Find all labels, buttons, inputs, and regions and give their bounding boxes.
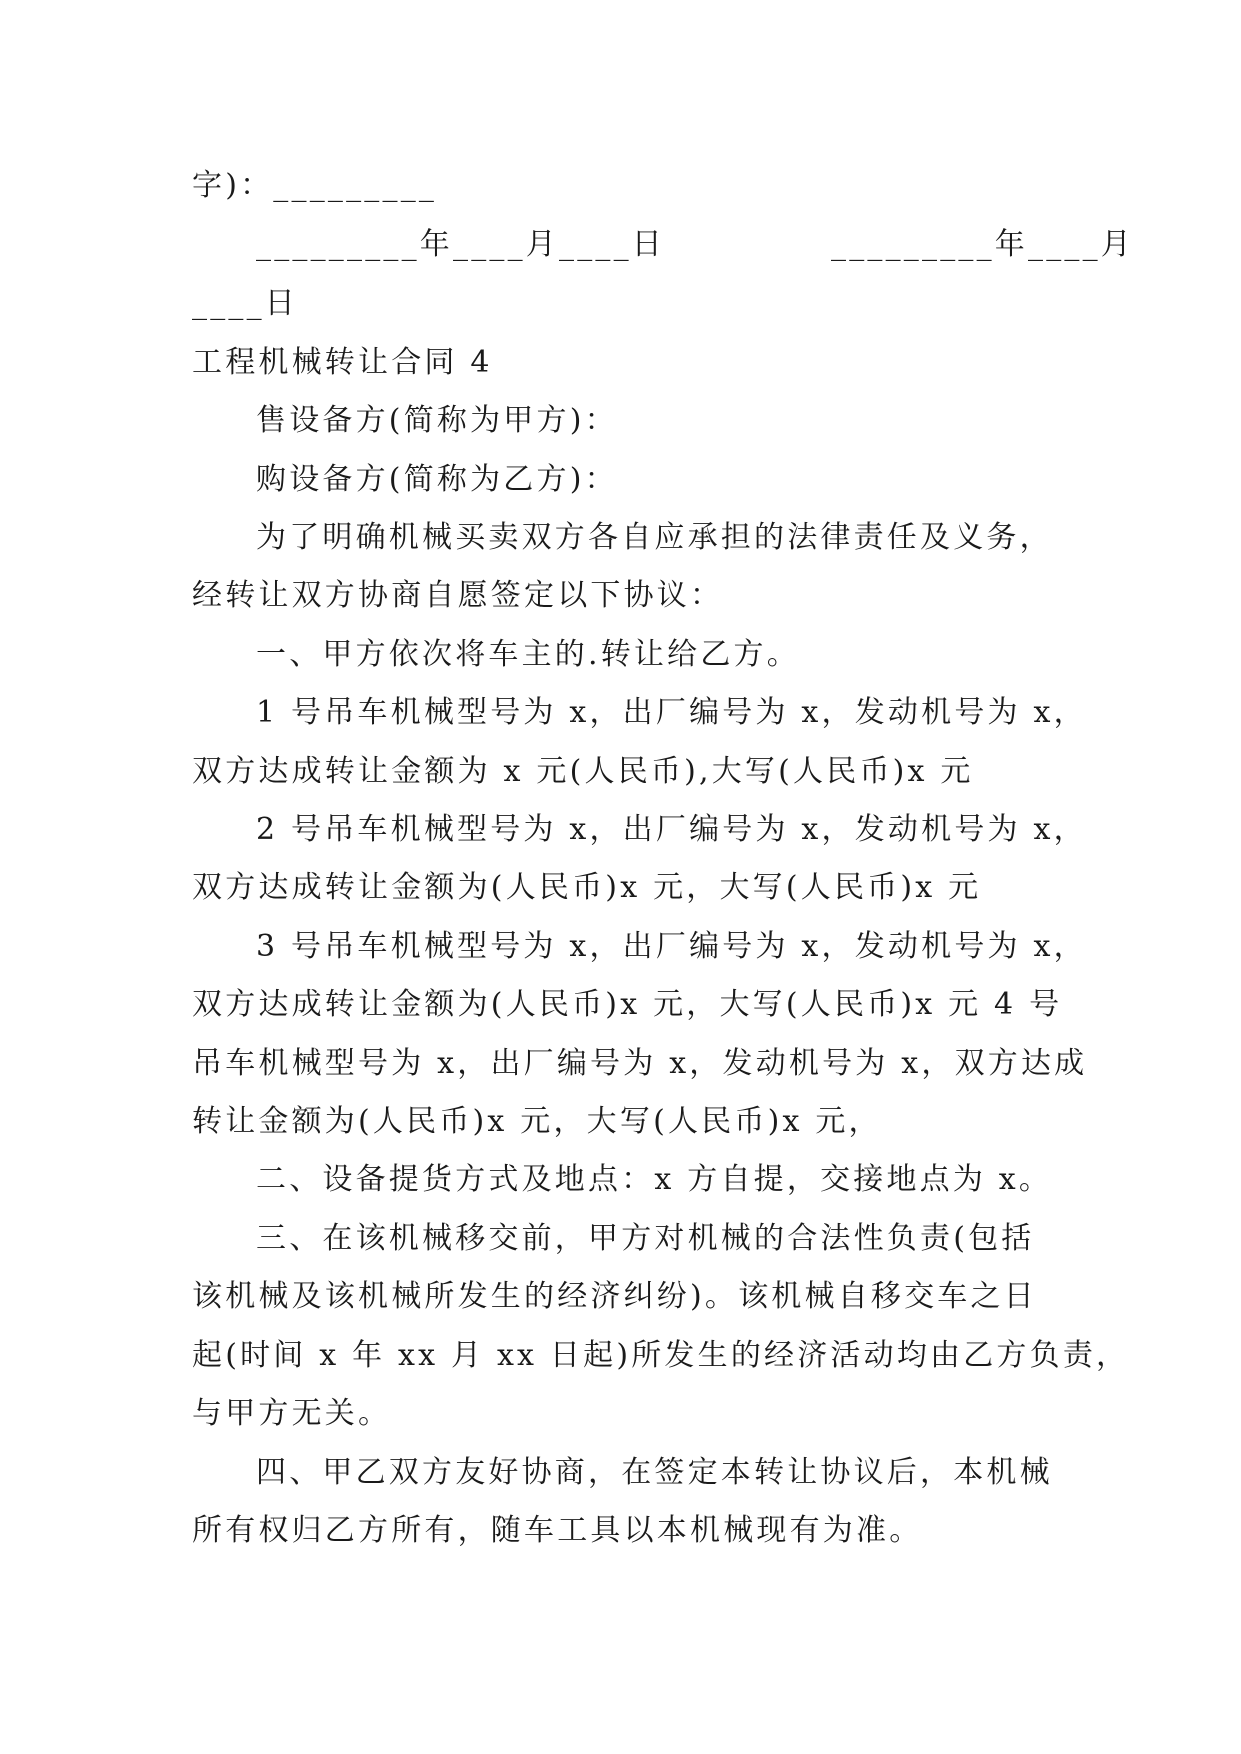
seller-line: 售设备方(简称为甲方)： [256,403,618,438]
clause-3-line-c: 起(时间 x 年 xx 月 xx 日起)所发生的经济活动均由乙方负责， [192,1338,1130,1373]
item-1-line-b: 双方达成转让金额为 x 元(人民币),大写(人民币)x 元 [192,754,974,789]
item-3-line-a: 3 号吊车机械型号为 x，出厂编号为 x，发动机号为 x， [256,929,1087,964]
item-2-line-b: 双方达成转让金额为(人民币)x 元，大写(人民币)x 元 [192,870,982,905]
item-3-line-d: 转让金额为(人民币)x 元，大写(人民币)x 元， [192,1104,882,1139]
date-line: _________年____月____日 _________年____月 [256,227,1134,262]
date-day-line: ____日 [192,286,298,321]
intro-line-1: 为了明确机械买卖双方各自应承担的法律责任及义务， [256,520,1053,555]
buyer-line: 购设备方(简称为乙方)： [256,462,618,497]
intro-line-2: 经转让双方协商自愿签定以下协议： [192,578,724,613]
clause-3-line-d: 与甲方无关。 [192,1396,392,1431]
item-3-line-b: 双方达成转让金额为(人民币)x 元，大写(人民币)x 元 4 号 [192,987,1063,1022]
clause-4-line-b: 所有权归乙方所有，随车工具以本机械现有为准。 [192,1513,923,1548]
clause-2: 二、设备提货方式及地点：x 方自提，交接地点为 x。 [256,1162,1053,1197]
clause-4-line-a: 四、甲乙双方友好协商，在签定本转让协议后，本机械 [256,1455,1053,1490]
clause-1: 一、甲方依次将车主的.转让给乙方。 [256,637,800,672]
item-2-line-a: 2 号吊车机械型号为 x，出厂编号为 x，发动机号为 x， [256,812,1087,847]
clause-3-line-b: 该机械及该机械所发生的经济纠纷)。该机械自移交车之日 [192,1279,1037,1314]
contract-heading: 工程机械转让合同 4 [192,345,493,380]
clause-3-line-a: 三、在该机械移交前，甲方对机械的合法性负责(包括 [256,1221,1035,1256]
signature-line: 字)：_________ [192,168,438,203]
item-3-line-c: 吊车机械型号为 x，出厂编号为 x，发动机号为 x，双方达成 [192,1046,1088,1081]
item-1-line-a: 1 号吊车机械型号为 x，出厂编号为 x，发动机号为 x， [256,695,1087,730]
